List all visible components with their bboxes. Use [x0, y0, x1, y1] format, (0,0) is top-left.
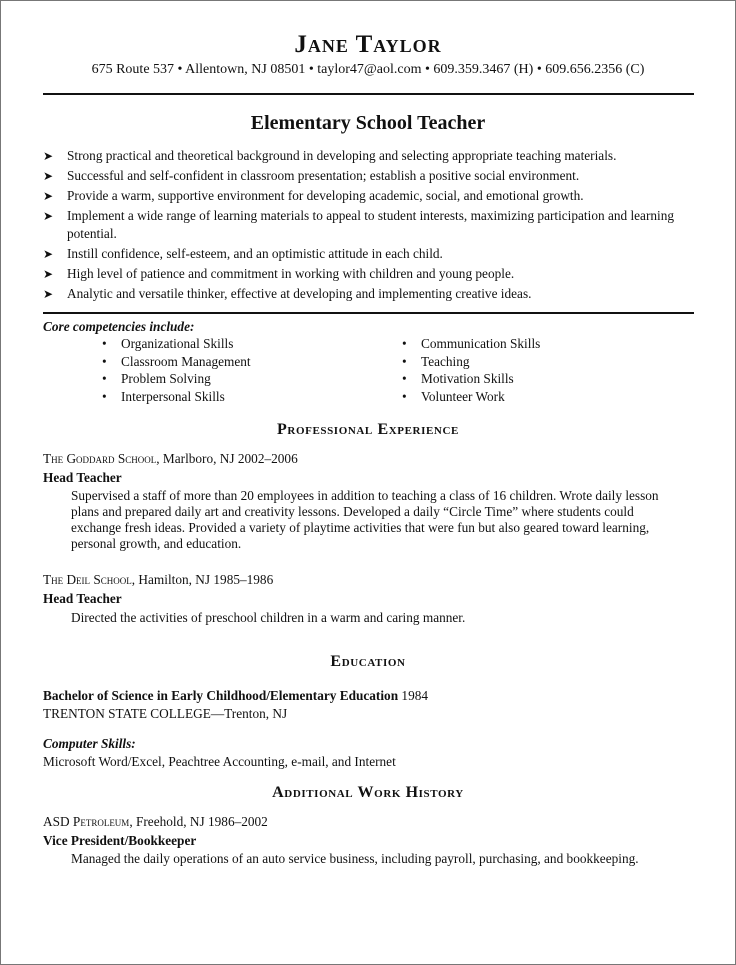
- employer-name: ASD Petroleum: [43, 814, 130, 829]
- school-name: TRENTON STATE COLLEGE—Trenton, NJ: [43, 706, 288, 721]
- applicant-name: Jane Taylor: [294, 31, 442, 58]
- summary-item: ➤ Strong practical and theoretical background in developing and selecting appropriate teaching materials.: [43, 147, 683, 166]
- divider-top: [43, 93, 694, 95]
- job-headline: Elementary School Teacher: [250, 112, 486, 134]
- additional-history-heading: Additional Work History: [272, 784, 464, 801]
- computer-skills-title: Computer Skills:: [43, 736, 136, 751]
- summary-list: [43, 147, 683, 305]
- arrow-bullet-icon: ➤: [43, 149, 54, 163]
- summary-item: ➤ Successful and self-confident in classroom presentation; establish a positive social environment.: [43, 167, 683, 186]
- summary-item: ➤ Analytic and versatile thinker, effective at developing and implementing creative ideas.: [43, 285, 683, 304]
- arrow-bullet-icon: ➤: [43, 267, 54, 282]
- computer-skills-text: Microsoft Word/Excel, Peachtree Accounting, e-mail, and Internet: [43, 754, 396, 769]
- competency-item: • Volunteer Work: [402, 388, 540, 406]
- competencies-title: Core competencies include:: [43, 319, 195, 334]
- job-title: Vice President/Bookkeeper: [43, 833, 197, 848]
- summary-item: ➤ High level of patience and commitment in working with children and young people.: [43, 265, 683, 284]
- divider-middle: [43, 312, 694, 314]
- arrow-bullet-icon: ➤: [43, 208, 54, 223]
- job-employer-line: [43, 451, 298, 467]
- competency-item: • Motivation Skills: [402, 370, 540, 388]
- contact-line: 675 Route 537 • Allentown, NJ 08501 • taylor47@aol.com • 609.359.3467 (H) • 609.656.2356 (C): [91, 62, 645, 77]
- job-description: Managed the daily operations of an auto service business, including payroll, purchasing, and bookkeeping.: [71, 851, 639, 866]
- summary-item: ➤ Instill confidence, self-esteem, and an optimistic attitude in each child.: [43, 245, 683, 264]
- arrow-bullet-icon: ➤: [43, 188, 54, 203]
- job-employer-line: [43, 572, 273, 588]
- degree-line: [43, 688, 428, 704]
- employer-location-dates: , Marlboro, NJ 2002–2006: [156, 451, 298, 466]
- job-description: Directed the activities of preschool children in a warm and caring manner.: [71, 610, 466, 625]
- competency-item: • Organizational Skills: [102, 335, 251, 353]
- summary-item: ➤ Implement a wide range of learning materials to appeal to student interests, maximizing participation and learning potential.: [43, 207, 675, 242]
- arrow-bullet-icon: ➤: [43, 168, 54, 183]
- employer-location-dates: , Hamilton, NJ 1985–1986: [131, 572, 274, 587]
- degree-name: Bachelor of Science in Early Childhood/Elementary Education: [43, 688, 399, 703]
- summary-item: ➤ Provide a warm, supportive environment for developing academic, social, and emotional growth.: [43, 187, 683, 206]
- job-title: Head Teacher: [43, 470, 122, 485]
- education-heading: Education: [330, 653, 406, 670]
- competencies-right-list: [402, 335, 540, 405]
- competency-item: • Interpersonal Skills: [102, 388, 251, 406]
- job-description: Supervised a staff of more than 20 employees in addition to teaching a class of 16 children. Wrote daily lesson plans and prepared daily art and creativity lessons. Developed a daily “Circle Time” where students could exchange fresh ideas. Provided a variety of playtime activities that were fun but also geared toward learning, personal growth, and education.: [71, 488, 659, 551]
- arrow-bullet-icon: ➤: [43, 287, 54, 302]
- competency-item: • Teaching: [402, 353, 540, 371]
- competency-item: • Classroom Management: [102, 353, 251, 371]
- employer-name: The Deil School: [43, 572, 132, 587]
- degree-year: 1984: [398, 688, 429, 703]
- experience-heading: Professional Experience: [277, 421, 459, 438]
- competency-item: • Communication Skills: [402, 335, 540, 353]
- employer-name: The Goddard School: [43, 451, 157, 466]
- job-employer-line: [43, 814, 268, 830]
- competency-item: • Problem Solving: [102, 370, 251, 388]
- employer-location-dates: , Freehold, NJ 1986–2002: [129, 814, 268, 829]
- job-title: Head Teacher: [43, 591, 122, 606]
- competencies-left-list: [102, 335, 251, 405]
- arrow-bullet-icon: ➤: [43, 247, 54, 262]
